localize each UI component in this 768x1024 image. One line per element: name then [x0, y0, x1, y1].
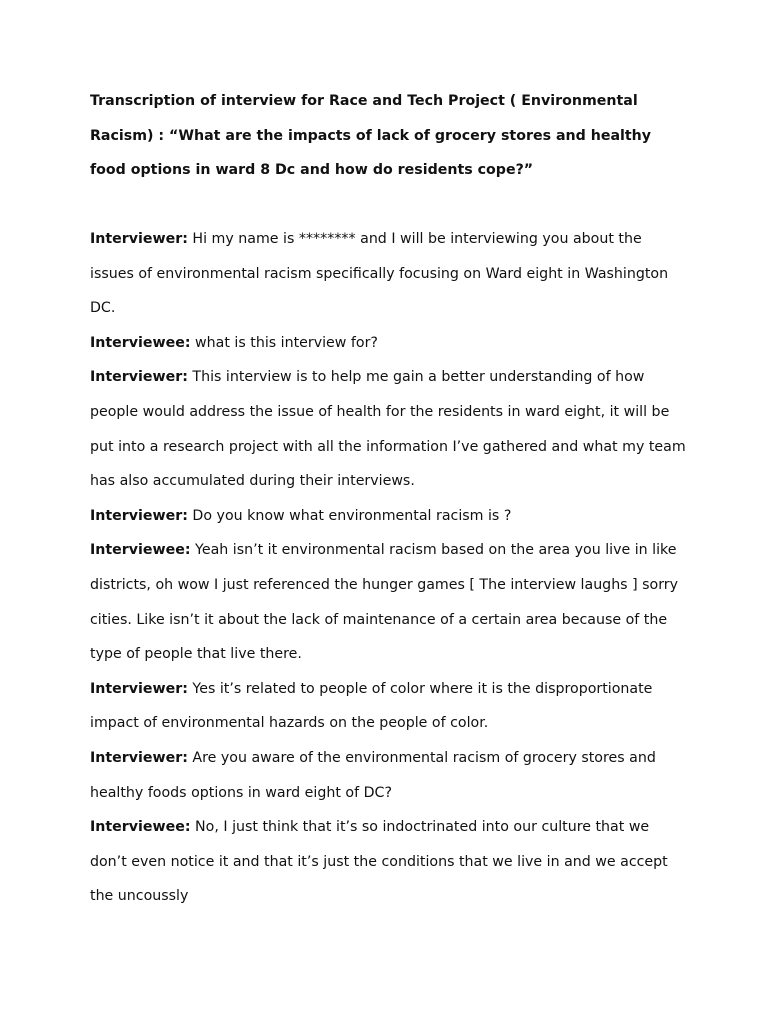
speaker-label: Interviewer:: [90, 231, 188, 247]
transcript-turn: [90, 810, 690, 914]
transcript-turn: [90, 499, 690, 534]
turn-text: Yeah isn’t it environmental racism based on the area you live in like districts, oh wow I just referenced the hunger games [ The interview laughs ] sorry cities. Like isn’t it about the lack of maintenance of a certain area because of the type of people that live there.: [90, 542, 679, 663]
turn-text: Yes it’s related to people of color where it is the disproportionate impact of environmental hazards on the people of color.: [90, 680, 653, 732]
turn-text: Do you know what environmental racism is ?: [187, 507, 512, 524]
transcript-turn: [90, 672, 690, 741]
turn-text: Hi my name is ******** and I will be interviewing you about the issues of environmental racism specifically focusing on Ward eight in Washington DC.: [90, 231, 669, 317]
speaker-label: Interviewee:: [90, 334, 191, 351]
transcript-turn: [90, 326, 690, 361]
speaker-label: Interviewee:: [90, 542, 191, 559]
transcript-turn: [90, 360, 690, 498]
speaker-label: Interviewer:: [90, 369, 188, 386]
transcript-body: [90, 222, 690, 914]
turn-text: This interview is to help me gain a better understanding of how people would address the issue of health for the residents in ward eight, it will be put into a research project with all the information I’ve gathered and what my team has also accumulated during their interviews.: [90, 369, 686, 490]
speaker-label: Interviewer:: [90, 507, 188, 524]
turn-text: Are you aware of the environmental racism of grocery stores and healthy foods options in ward eight of DC?: [90, 749, 656, 801]
transcript-turn: [90, 741, 690, 810]
document-title: Transcription of interview for Race and Tech Project ( Environmental Racism) : “What are the impacts of lack of grocery stores and healthy food options in ward 8 Dc and how do residents cope?”: [90, 93, 652, 179]
speaker-label: Interviewee:: [90, 819, 191, 836]
turn-text: what is this interview for?: [190, 334, 378, 351]
turn-text: No, I just think that it’s so indoctrinated into our culture that we don’t even notice it and that it’s just the conditions that we live in and we accept the uncoussly: [90, 819, 668, 905]
transcript-turn: [90, 533, 690, 671]
speaker-label: Interviewer:: [90, 749, 188, 766]
transcript-turn: [90, 222, 690, 326]
speaker-label: Interviewer:: [90, 680, 188, 697]
